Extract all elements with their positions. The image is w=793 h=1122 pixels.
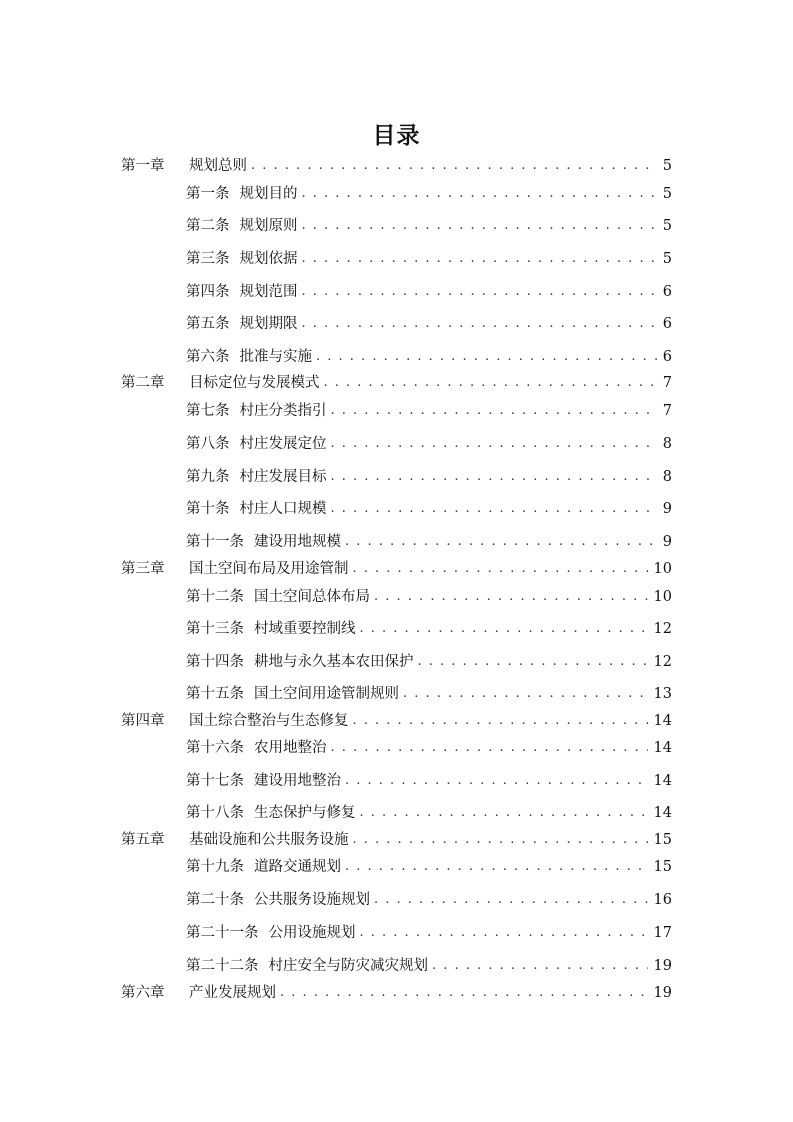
page-number: 16 (653, 892, 672, 908)
dot-leader (432, 955, 648, 977)
toc-chapter-4[interactable] (121, 710, 672, 732)
toc-label (121, 155, 247, 177)
article-number: 第八条 (186, 436, 230, 452)
toc-chapter-2[interactable] (121, 372, 672, 394)
article-title: 农用地整治 (254, 740, 327, 756)
toc-article-3[interactable] (186, 248, 672, 270)
dot-leader (345, 770, 648, 792)
dot-leader (324, 372, 657, 394)
toc-article-14[interactable] (186, 651, 672, 673)
dot-leader (302, 215, 657, 237)
toc-chapter-1[interactable] (121, 155, 672, 177)
article-title: 批准与实施 (239, 349, 312, 365)
toc-article-7[interactable] (186, 400, 672, 422)
dot-leader (302, 183, 657, 205)
chapter-number: 第二章 (121, 375, 165, 391)
toc-chapter-5[interactable] (121, 829, 672, 851)
page-number: 12 (653, 654, 672, 670)
dot-leader (331, 433, 657, 455)
article-title: 规划依据 (239, 251, 298, 267)
dot-leader (353, 558, 648, 580)
article-number: 第十三条 (186, 621, 244, 637)
article-number: 第四条 (186, 284, 230, 300)
page-number: 5 (662, 218, 672, 234)
page-number: 14 (653, 713, 672, 729)
toc-label (121, 710, 349, 732)
page-number: 9 (662, 534, 672, 550)
article-number: 第十八条 (186, 805, 244, 821)
dot-leader (331, 737, 648, 759)
page-number: 7 (662, 375, 672, 391)
article-title: 耕地与永久基本农田保护 (254, 654, 414, 670)
page-number: 12 (653, 621, 672, 637)
article-title: 国土空间总体布局 (254, 589, 370, 605)
page-number: 5 (662, 251, 672, 267)
toc-article-11[interactable] (186, 531, 672, 553)
article-number: 第十九条 (186, 859, 244, 875)
page-number: 8 (662, 436, 672, 452)
toc-article-15[interactable] (186, 683, 672, 705)
dot-leader (374, 586, 648, 608)
article-title: 村庄安全与防灾减灾规划 (268, 958, 428, 974)
toc-article-22[interactable] (186, 955, 672, 977)
toc-article-21[interactable] (186, 922, 672, 944)
chapter-title: 国土综合整治与生态修复 (189, 713, 349, 729)
article-number: 第十六条 (186, 740, 244, 756)
chapter-title: 产业发展规划 (189, 985, 276, 1001)
dot-leader (331, 400, 657, 422)
toc-label (186, 586, 370, 608)
toc-label (186, 856, 341, 878)
article-number: 第十五条 (186, 686, 244, 702)
toc-label (186, 683, 399, 705)
page-number: 14 (653, 805, 672, 821)
toc-label (186, 955, 428, 977)
article-number: 第一条 (186, 186, 230, 202)
page-number: 6 (662, 349, 672, 365)
dot-leader (403, 683, 648, 705)
chapter-number: 第五章 (121, 832, 165, 848)
article-number: 第十四条 (186, 654, 244, 670)
toc-label (186, 922, 356, 944)
article-number: 第二十一条 (186, 925, 259, 941)
page-number: 19 (653, 958, 672, 974)
dot-leader (280, 982, 648, 1004)
toc-label (121, 982, 276, 1004)
toc-article-9[interactable] (186, 466, 672, 488)
page-number: 6 (662, 316, 672, 332)
dot-leader (302, 281, 657, 303)
article-title: 公共服务设施规划 (254, 892, 370, 908)
page-number: 10 (653, 589, 672, 605)
chapter-title: 基础设施和公共服务设施 (189, 832, 349, 848)
toc-label (186, 281, 298, 303)
article-title: 规划原则 (239, 218, 298, 234)
toc-label (186, 466, 327, 488)
article-number: 第七条 (186, 403, 230, 419)
dot-leader (360, 922, 648, 944)
toc-article-12[interactable] (186, 586, 672, 608)
toc-chapter-6[interactable] (121, 982, 672, 1004)
dot-leader (345, 531, 657, 553)
toc-label (186, 651, 414, 673)
page-number: 5 (662, 186, 672, 202)
article-title: 村庄发展定位 (239, 436, 327, 452)
chapter-title: 国土空间布局及用途管制 (189, 561, 349, 577)
toc-label (186, 215, 298, 237)
article-title: 村域重要控制线 (254, 621, 356, 637)
dot-leader (302, 248, 657, 270)
article-number: 第二条 (186, 218, 230, 234)
article-title: 生态保护与修复 (254, 805, 356, 821)
article-title: 建设用地整治 (254, 773, 341, 789)
dot-leader (353, 829, 648, 851)
toc-article-10[interactable] (186, 498, 672, 520)
toc-label (186, 737, 327, 759)
article-title: 村庄分类指引 (239, 403, 327, 419)
article-number: 第九条 (186, 469, 230, 485)
page-number: 15 (653, 859, 672, 875)
article-number: 第十一条 (186, 534, 244, 550)
chapter-title: 规划总则 (189, 158, 247, 174)
toc-chapter-3[interactable] (121, 558, 672, 580)
article-number: 第十条 (186, 501, 230, 517)
page-number: 13 (653, 686, 672, 702)
toc-label (121, 558, 349, 580)
article-title: 道路交通规划 (254, 859, 341, 875)
chapter-number: 第一章 (121, 158, 165, 174)
toc-label (186, 313, 298, 335)
page-number: 17 (653, 925, 672, 941)
dot-leader (353, 710, 648, 732)
article-number: 第六条 (186, 349, 230, 365)
toc-label (186, 498, 327, 520)
article-title: 村庄人口规模 (239, 501, 327, 517)
toc-label (186, 400, 327, 422)
toc-label (186, 618, 356, 640)
page-number: 5 (662, 158, 672, 174)
toc-label (186, 802, 356, 824)
toc-label (186, 248, 298, 270)
article-number: 第十二条 (186, 589, 244, 605)
dot-leader (360, 618, 648, 640)
dot-leader (360, 802, 648, 824)
toc-label (186, 346, 312, 368)
article-title: 建设用地规模 (254, 534, 341, 550)
page-number: 6 (662, 284, 672, 300)
page-number: 14 (653, 773, 672, 789)
toc-label (186, 770, 341, 792)
article-title: 规划目的 (239, 186, 298, 202)
toc-article-20[interactable] (186, 889, 672, 911)
article-title: 村庄发展目标 (239, 469, 327, 485)
article-number: 第三条 (186, 251, 230, 267)
page-number: 7 (662, 403, 672, 419)
toc-article-18[interactable] (186, 802, 672, 824)
dot-leader (345, 856, 648, 878)
dot-leader (374, 889, 648, 911)
toc-article-5[interactable] (186, 313, 672, 335)
article-number: 第二十条 (186, 892, 244, 908)
page-number: 9 (662, 501, 672, 517)
page-number: 19 (653, 985, 672, 1001)
page-title: 目录 (372, 123, 421, 149)
toc-article-8[interactable] (186, 433, 672, 455)
page-number: 14 (653, 740, 672, 756)
toc-article-17[interactable] (186, 770, 672, 792)
toc-article-19[interactable] (186, 856, 672, 878)
toc-article-13[interactable] (186, 618, 672, 640)
article-number: 第二十二条 (186, 958, 259, 974)
dot-leader (418, 651, 648, 673)
toc-article-2[interactable] (186, 215, 672, 237)
toc-label (121, 829, 349, 851)
chapter-number: 第六章 (121, 985, 165, 1001)
page-number: 15 (653, 832, 672, 848)
article-title: 国土空间用途管制规则 (254, 686, 399, 702)
article-number: 第十七条 (186, 773, 244, 789)
toc-label (186, 433, 327, 455)
page-number: 8 (662, 469, 672, 485)
dot-leader (331, 466, 657, 488)
toc-article-4[interactable] (186, 281, 672, 303)
toc-article-16[interactable] (186, 737, 672, 759)
toc-label (186, 889, 370, 911)
article-title: 规划范围 (239, 284, 298, 300)
toc-article-6[interactable] (186, 346, 672, 368)
toc-article-1[interactable] (186, 183, 672, 205)
dot-leader (316, 346, 657, 368)
article-title: 公用设施规划 (268, 925, 356, 941)
chapter-number: 第三章 (121, 561, 165, 577)
dot-leader (302, 313, 657, 335)
toc-label (186, 183, 298, 205)
dot-leader (251, 155, 657, 177)
toc-label (186, 531, 341, 553)
dot-leader (331, 498, 657, 520)
toc-label (121, 372, 320, 394)
chapter-number: 第四章 (121, 713, 165, 729)
article-title: 规划期限 (239, 316, 298, 332)
page-number: 10 (653, 561, 672, 577)
article-number: 第五条 (186, 316, 230, 332)
chapter-title: 目标定位与发展模式 (189, 375, 320, 391)
